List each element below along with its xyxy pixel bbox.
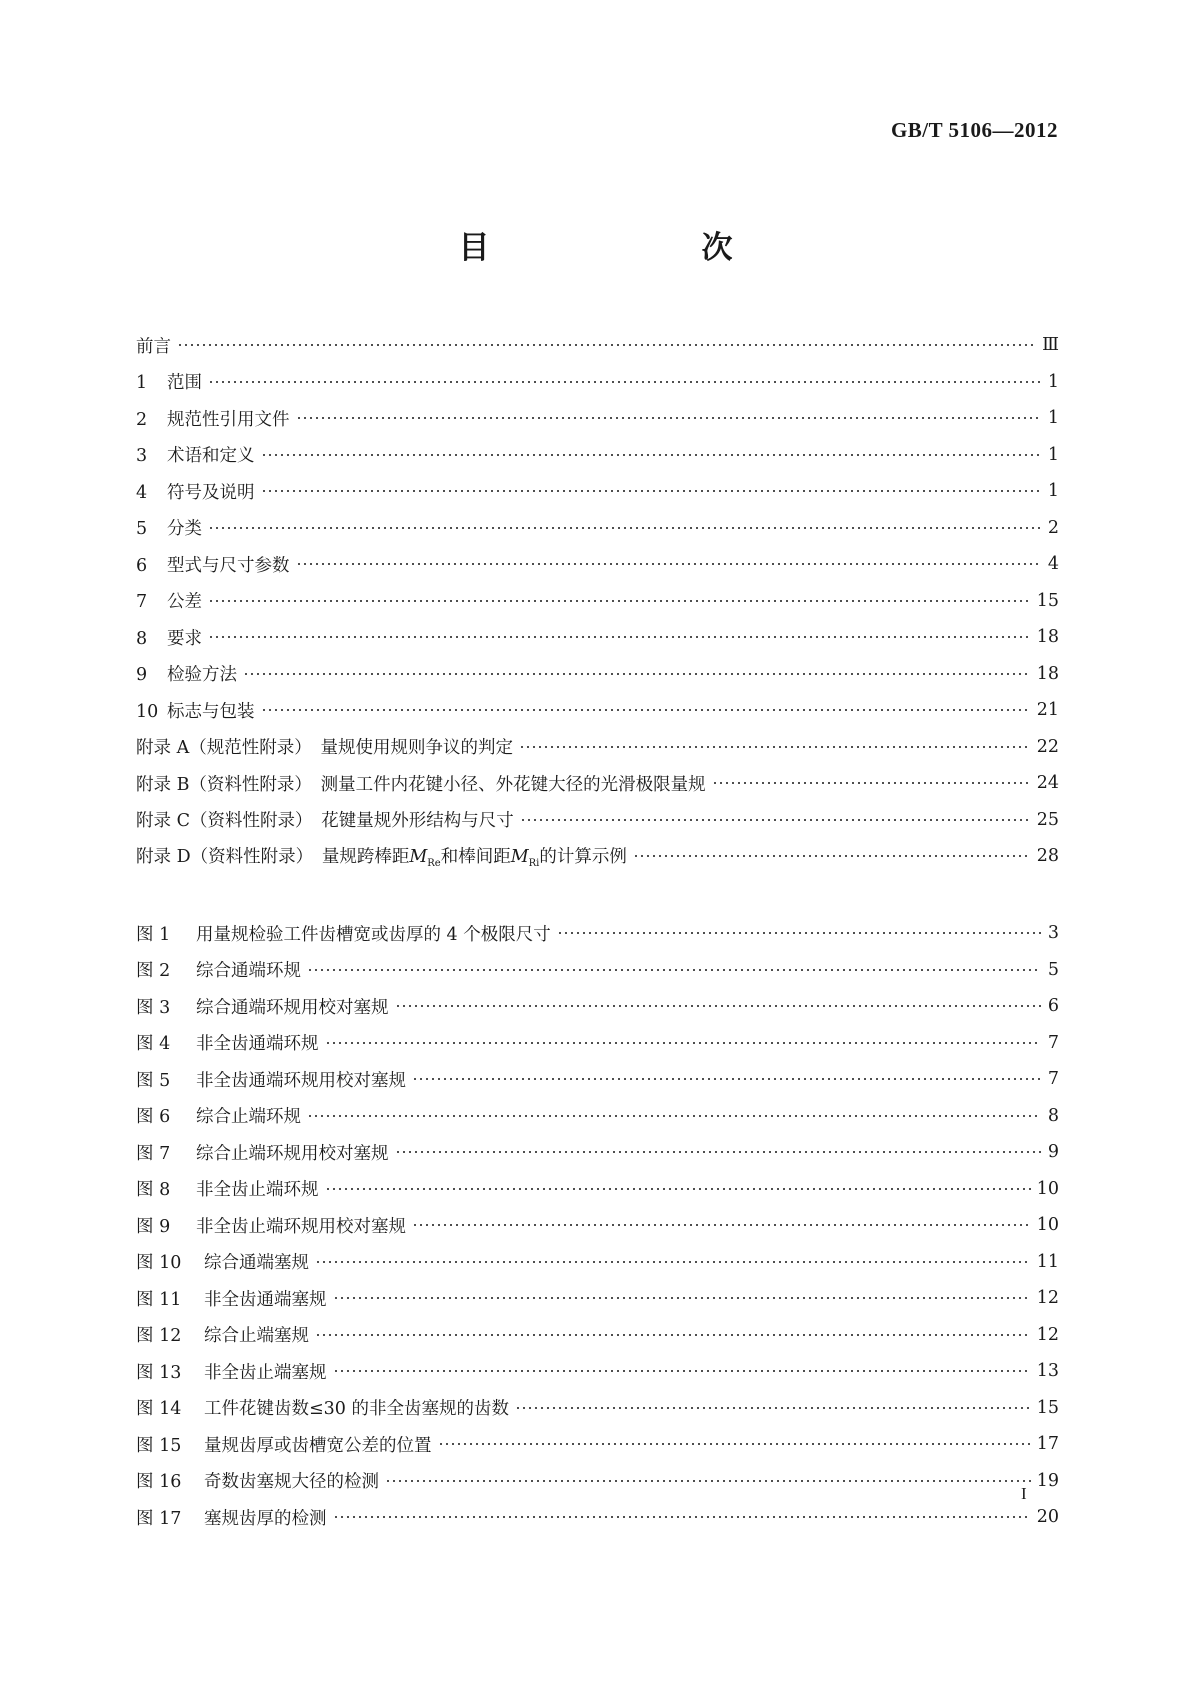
- toc-entry-number: 3: [136, 446, 148, 467]
- dot-leader: [385, 1478, 1031, 1484]
- toc-entry-number: 9: [136, 665, 148, 686]
- toc-page-number: 12: [1036, 1324, 1059, 1345]
- toc-page-number: 28: [1036, 846, 1059, 867]
- toc-entry-label: [136, 698, 255, 723]
- toc-entry-number: 图 13: [136, 1362, 182, 1383]
- toc-entry-title: 公差: [167, 592, 202, 613]
- toc-entry-label: [136, 661, 237, 686]
- toc-entry-number: 图 2: [136, 961, 171, 982]
- toc-figure-entry[interactable]: [136, 1134, 1059, 1171]
- dot-leader: [557, 930, 1041, 936]
- toc-entry-number: 图 7: [136, 1143, 171, 1164]
- toc-entry-title: 非全齿止端环规用校对塞规: [196, 1216, 406, 1237]
- toc-section-entry[interactable]: [136, 838, 1059, 875]
- symbol-subscript: Re: [427, 858, 441, 870]
- toc-entry-label: [136, 442, 255, 467]
- toc-page-number: 8: [1047, 1105, 1059, 1126]
- toc-entry-label: [136, 479, 255, 504]
- toc-page-number: 10: [1036, 1215, 1059, 1236]
- dot-leader: [315, 1259, 1031, 1265]
- dot-leader: [515, 1405, 1031, 1411]
- toc-entry-title: 综合止端环规用校对塞规: [196, 1143, 389, 1164]
- toc-entry-label: [136, 843, 627, 869]
- toc-entry-number: 图 4: [136, 1034, 171, 1055]
- toc-entry-title: 前言: [136, 336, 171, 357]
- toc-entry-number: 图 6: [136, 1107, 171, 1128]
- toc-section-entry[interactable]: [136, 364, 1059, 401]
- symbol-m: M: [409, 847, 428, 868]
- toc-entry-title: 综合通端环规: [196, 961, 301, 982]
- toc-section-entry[interactable]: [136, 546, 1059, 583]
- dot-leader: [438, 1441, 1031, 1447]
- toc-entry-number: 图 10: [136, 1253, 182, 1274]
- toc-entry-title: 非全齿止端塞规: [204, 1362, 327, 1383]
- dot-leader: [519, 744, 1031, 750]
- page-title: 目 次: [458, 230, 783, 266]
- dot-leader: [261, 707, 1031, 713]
- toc-entry-title: 范围: [167, 373, 202, 394]
- toc-figure-entry[interactable]: [136, 1317, 1059, 1354]
- dot-leader: [412, 1222, 1031, 1228]
- dot-leader: [208, 598, 1031, 604]
- toc-entry-number: 图 14: [136, 1399, 182, 1420]
- toc-entry-title: 工件花键齿数≤30 的非全齿塞规的齿数: [204, 1399, 509, 1420]
- toc-section-entry[interactable]: [136, 802, 1059, 839]
- toc-section-entry[interactable]: [136, 437, 1059, 474]
- toc-entry-label: [136, 1286, 327, 1311]
- toc-entry-title: 规范性引用文件: [167, 409, 290, 430]
- dot-leader: [520, 817, 1031, 823]
- toc-entry-title: 非全齿通端环规用校对塞规: [196, 1070, 406, 1091]
- toc-figure-entry[interactable]: [136, 1280, 1059, 1317]
- toc-entry-label: [136, 1322, 309, 1347]
- toc-entry-number: 10: [136, 701, 159, 722]
- toc-entry-label: [136, 807, 514, 832]
- toc-entry-label: [136, 1359, 327, 1384]
- toc-entry-label: [136, 1432, 432, 1457]
- toc-entry-title: 用量规检验工件齿槽宽或齿厚的 4 个极限尺寸: [196, 924, 551, 945]
- dot-leader: [412, 1076, 1041, 1082]
- toc-entry-label: [136, 1140, 389, 1165]
- toc-entry-label: [136, 1505, 327, 1530]
- toc-entry-title: 非全齿通端塞规: [204, 1289, 327, 1310]
- toc-entry-title: 附录 B（资料性附录） 测量工件内花键小径、外花键大径的光滑极限量规: [136, 774, 706, 795]
- toc-entry-title: 附录 C（资料性附录） 花键量规外形结构与尺寸: [136, 811, 514, 832]
- toc-entry-number: 1: [136, 373, 148, 394]
- toc-entry-title: 综合通端环规用校对塞规: [196, 997, 389, 1018]
- toc-page-number: 18: [1036, 627, 1059, 648]
- toc-page-number: 12: [1036, 1288, 1059, 1309]
- toc-entry-title: 型式与尺寸参数: [167, 555, 290, 576]
- toc-entry-label: [136, 1103, 301, 1128]
- toc-entry-number: 5: [136, 519, 148, 540]
- toc-entry-title-part: 和棒间距: [440, 847, 511, 868]
- toc-entry-number: 图 16: [136, 1472, 182, 1493]
- dot-leader: [325, 1186, 1031, 1192]
- toc-figure-entry[interactable]: [136, 1207, 1059, 1244]
- dot-leader: [261, 452, 1042, 458]
- toc-section-entry[interactable]: [136, 473, 1059, 510]
- toc-entry-label: [136, 552, 290, 577]
- toc-entry-label: [136, 921, 551, 946]
- toc-entry-number: 图 11: [136, 1289, 182, 1310]
- toc-page-number: 18: [1036, 663, 1059, 684]
- toc-figure-entry[interactable]: [136, 1390, 1059, 1427]
- toc-entry-label: [136, 515, 202, 540]
- symbol-subscript: Ri: [528, 858, 540, 870]
- toc-entry-number: 4: [136, 482, 148, 503]
- toc-entry-title: 综合止端塞规: [204, 1326, 309, 1347]
- dot-leader: [315, 1332, 1031, 1338]
- dot-leader: [208, 379, 1041, 385]
- dot-leader: [307, 967, 1041, 973]
- toc-page-number: 10: [1036, 1178, 1059, 1199]
- dot-leader: [243, 671, 1031, 677]
- toc-page-number: 1: [1047, 371, 1059, 392]
- toc-entry-label: [136, 734, 513, 759]
- toc-page-number: 15: [1036, 590, 1059, 611]
- toc-figure-entry[interactable]: [136, 1426, 1059, 1463]
- toc-page-number: 1: [1047, 444, 1059, 465]
- toc-entry-number: 2: [136, 409, 148, 430]
- toc-entry-title: 符号及说明: [167, 482, 255, 503]
- toc-entry-title: 附录 A（规范性附录） 量规使用规则争议的判定: [136, 738, 513, 759]
- toc-page-number: 11: [1036, 1251, 1059, 1272]
- toc-figures: [136, 915, 1059, 1536]
- toc-entry-label: [136, 1176, 319, 1201]
- toc-entry-title: 综合通端塞规: [204, 1253, 309, 1274]
- toc-section-entry[interactable]: [136, 692, 1059, 729]
- toc-entry-number: 图 3: [136, 997, 171, 1018]
- toc-page-number: 6: [1047, 996, 1059, 1017]
- toc-page-number: 1: [1047, 408, 1059, 429]
- toc-entry-number: 图 17: [136, 1508, 182, 1529]
- dot-leader: [208, 634, 1031, 640]
- toc-entry-title-part: 的计算示例: [539, 847, 627, 868]
- toc-entry-title: 术语和定义: [167, 446, 255, 467]
- toc-entry-title: 奇数齿塞规大径的检测: [204, 1472, 379, 1493]
- toc-entry-label: [136, 333, 171, 358]
- toc-entry-label: [136, 1249, 309, 1274]
- standard-code: GB/T 5106—2012: [890, 118, 1058, 142]
- toc-page-number: 2: [1047, 517, 1059, 538]
- toc-figure-entry[interactable]: [136, 1098, 1059, 1135]
- toc-entry-label: [136, 994, 389, 1019]
- toc-entry-title: 非全齿通端环规: [196, 1034, 319, 1055]
- toc-section-entry[interactable]: [136, 510, 1059, 547]
- toc-entry-number: 8: [136, 628, 148, 649]
- toc-page-number: Ⅲ: [1042, 335, 1059, 356]
- toc-entry-label: [136, 771, 706, 796]
- toc-entry-number: 7: [136, 592, 148, 613]
- toc-entry-label: [136, 1468, 379, 1493]
- toc-figure-entry[interactable]: [136, 1061, 1059, 1098]
- dot-leader: [177, 342, 1036, 348]
- dot-leader: [307, 1113, 1041, 1119]
- toc-figure-entry[interactable]: [136, 1025, 1059, 1062]
- toc-page-number: 4: [1047, 554, 1059, 575]
- toc-page-number: 7: [1047, 1032, 1059, 1053]
- toc-figure-entry[interactable]: [136, 1244, 1059, 1281]
- symbol-m: M: [510, 847, 529, 868]
- toc-entry-label: [136, 406, 290, 431]
- dot-leader: [208, 525, 1041, 531]
- toc-section-entry[interactable]: [136, 400, 1059, 437]
- toc-entry-title: 标志与包装: [167, 701, 255, 722]
- toc-section-entry[interactable]: [136, 583, 1059, 620]
- toc-page-number: 24: [1036, 773, 1059, 794]
- toc-figure-entry[interactable]: [136, 1353, 1059, 1390]
- toc-page-number: 1: [1047, 481, 1059, 502]
- toc-page-number: 22: [1036, 736, 1059, 757]
- dot-leader: [395, 1003, 1042, 1009]
- toc-entry-title: 塞规齿厚的检测: [204, 1508, 327, 1529]
- toc-entry-title: 分类: [167, 519, 202, 540]
- dot-leader: [333, 1295, 1031, 1301]
- toc-entry-label: [136, 1067, 406, 1092]
- toc-entry-number: 图 8: [136, 1180, 171, 1201]
- toc-page-number: 15: [1036, 1397, 1059, 1418]
- toc-entry-title: 量规齿厚或齿槽宽公差的位置: [204, 1435, 432, 1456]
- toc-figure-entry[interactable]: [136, 1463, 1059, 1500]
- toc-entry-number: 6: [136, 555, 148, 576]
- toc-entry-label: [136, 625, 202, 650]
- dot-leader: [325, 1040, 1042, 1046]
- toc-entry-label: [136, 1395, 509, 1420]
- dot-leader: [333, 1368, 1031, 1374]
- toc-entry-label: [136, 369, 202, 394]
- dot-leader: [261, 488, 1042, 494]
- toc-page-number: 21: [1036, 700, 1059, 721]
- toc-entry-label: [136, 957, 301, 982]
- toc-sections: [136, 327, 1059, 875]
- toc-figure-entry[interactable]: [136, 952, 1059, 989]
- toc-entry-label: [136, 588, 202, 613]
- toc-entry-number: 图 1: [136, 924, 171, 945]
- toc-section-entry[interactable]: [136, 765, 1059, 802]
- toc-entry-title: 非全齿止端环规: [196, 1180, 319, 1201]
- toc-entry-number: 图 5: [136, 1070, 171, 1091]
- toc-figure-entry[interactable]: [136, 1499, 1059, 1536]
- toc-entry-title: 要求: [167, 628, 202, 649]
- toc-page-number: 19: [1036, 1470, 1059, 1491]
- toc-section-entry[interactable]: [136, 729, 1059, 766]
- toc-entry-number: 图 12: [136, 1326, 182, 1347]
- toc-entry-title: 附录 D（资料性附录） 量规跨棒距: [136, 847, 410, 868]
- toc-entry-title: 检验方法: [167, 665, 237, 686]
- toc-page-number: 5: [1047, 959, 1059, 980]
- dot-leader: [333, 1514, 1031, 1520]
- toc-page-number: 25: [1036, 809, 1059, 830]
- dot-leader: [712, 780, 1031, 786]
- toc-figure-entry[interactable]: [136, 915, 1059, 952]
- dot-leader: [633, 853, 1031, 859]
- page-folio: I: [1021, 1484, 1027, 1503]
- toc-page-number: 9: [1047, 1142, 1059, 1163]
- toc-page-number: 7: [1047, 1069, 1059, 1090]
- toc-section-entry[interactable]: [136, 656, 1059, 693]
- dot-leader: [296, 561, 1042, 567]
- toc-entry-label: [136, 1213, 406, 1238]
- dot-leader: [395, 1149, 1042, 1155]
- toc-page-number: 17: [1036, 1434, 1059, 1455]
- toc-figure-entry[interactable]: [136, 988, 1059, 1025]
- toc-section-entry[interactable]: [136, 327, 1059, 364]
- dot-leader: [296, 415, 1042, 421]
- toc-entry-number: 图 15: [136, 1435, 182, 1456]
- toc-section-entry[interactable]: [136, 619, 1059, 656]
- toc-entry-label: [136, 1030, 319, 1055]
- toc-page-number: 3: [1047, 923, 1059, 944]
- toc-page-number: 13: [1036, 1361, 1059, 1382]
- toc-entry-number: 图 9: [136, 1216, 171, 1237]
- toc-page-number: 20: [1036, 1507, 1059, 1528]
- toc-entry-title: 综合止端环规: [196, 1107, 301, 1128]
- toc-figure-entry[interactable]: [136, 1171, 1059, 1208]
